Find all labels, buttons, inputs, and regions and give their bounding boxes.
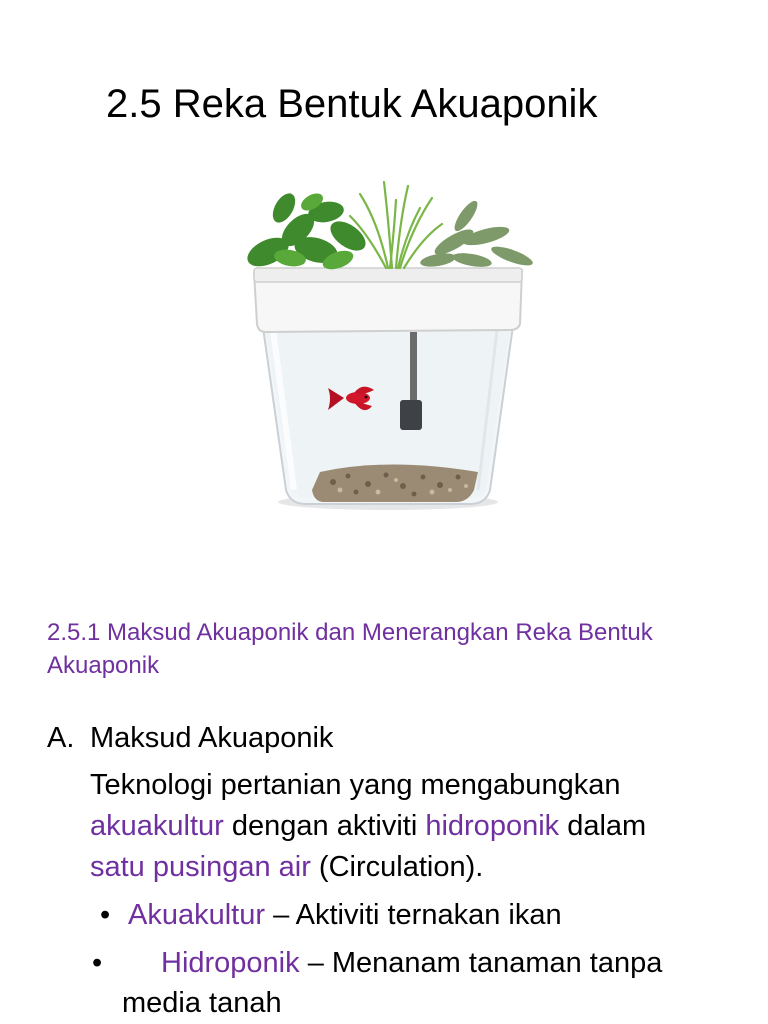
definition-text: Teknologi pertanian yang mengabungkan <box>90 769 621 801</box>
section-heading <box>47 718 333 758</box>
bullet-icon: • <box>100 899 111 931</box>
section-heading-text: Maksud Akuaponik <box>90 722 334 754</box>
definition-text: (Circulation). <box>310 851 484 883</box>
highlight-term: satu pusingan air <box>90 851 311 883</box>
aquaponics-tank-image <box>228 172 540 517</box>
bullet-icon: • <box>92 947 103 979</box>
highlight-term: hidroponik <box>425 810 560 842</box>
highlight-term: akuakultur <box>90 810 224 842</box>
definition-text: dengan aktiviti <box>223 810 426 842</box>
slide-title: 2.5 Reka Bentuk Akuaponik <box>106 82 598 126</box>
definition-text: dalam <box>559 810 647 842</box>
bullet-desc: – Menanam tanaman tanpa media tanah <box>122 947 663 1019</box>
bullet-term: Hidroponik <box>161 947 300 979</box>
bullet-term: Akuakultur <box>128 899 266 931</box>
section-subtitle: 2.5.1 Maksud Akuaponik dan Menerangkan Reka Bentuk Akuaponik <box>47 619 653 679</box>
bullet-desc: – Aktiviti ternakan ikan <box>265 899 562 931</box>
definition-paragraph <box>90 765 730 888</box>
section-letter: A. <box>47 722 75 754</box>
